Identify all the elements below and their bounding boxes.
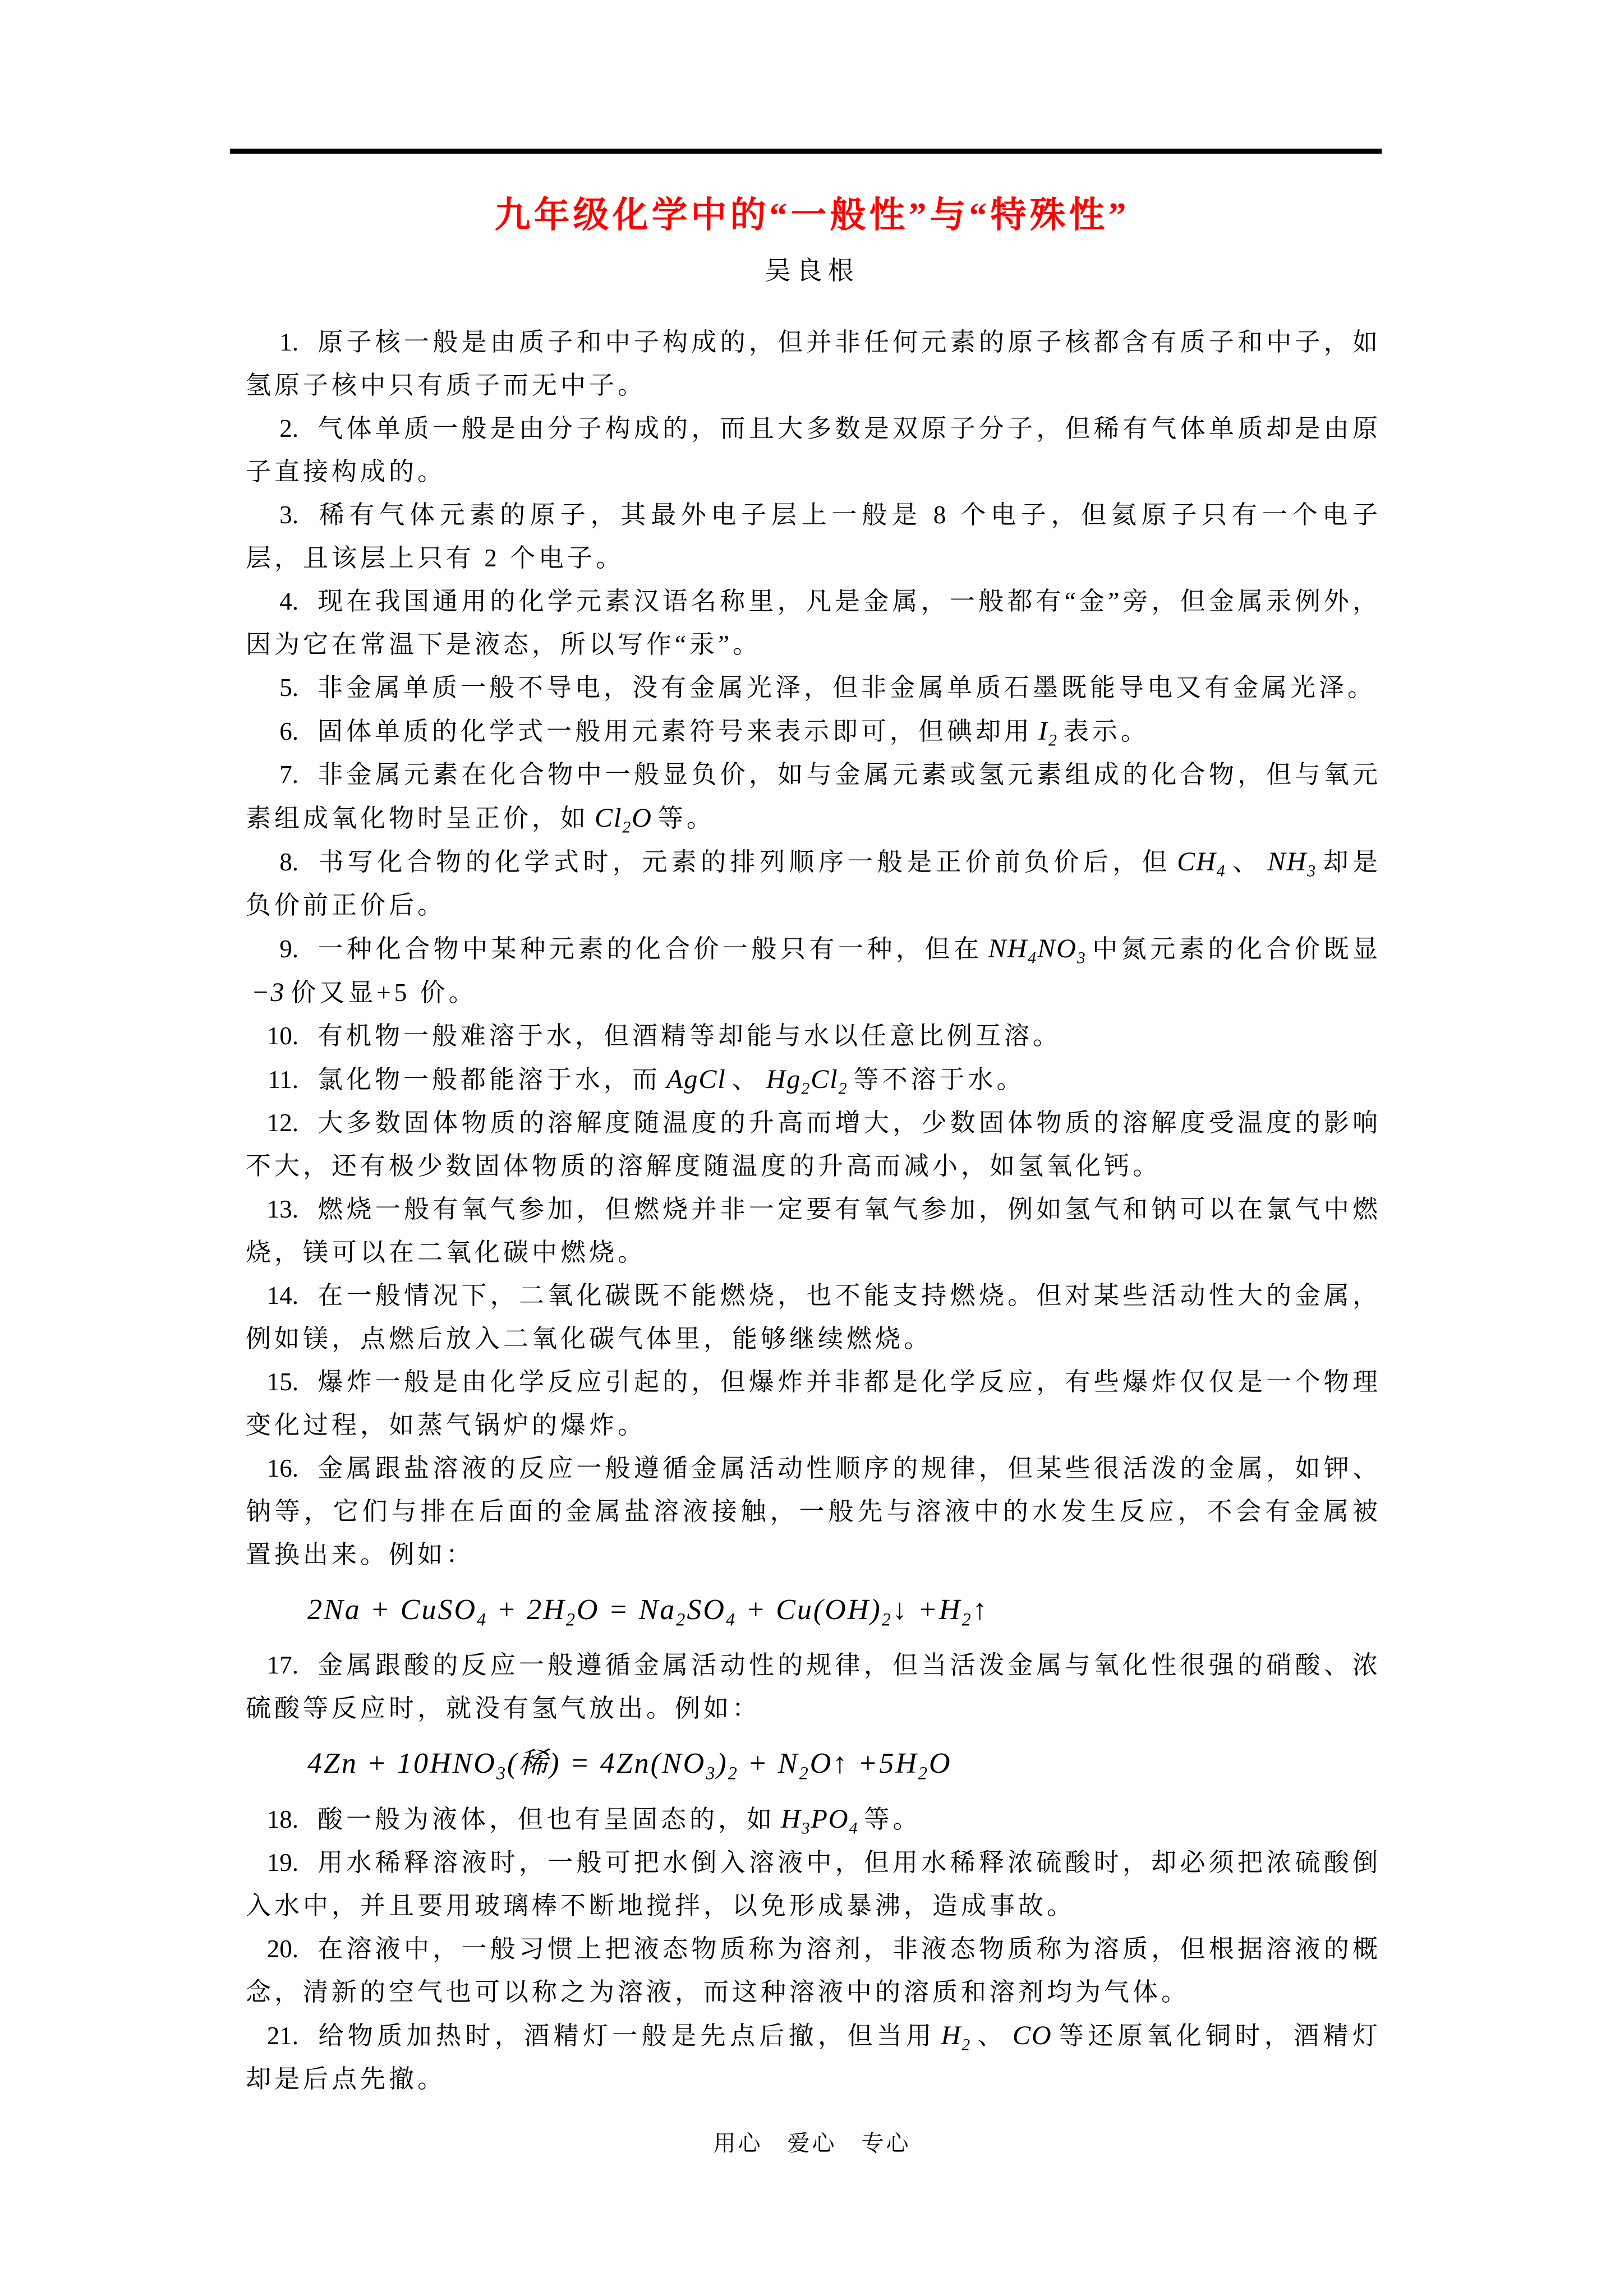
chemical-formula: $H_2$	[941, 2021, 972, 2054]
item-text: 表示。	[1063, 717, 1149, 745]
item-text: 等不溶于水。	[853, 1066, 1025, 1094]
item-number: 10.	[266, 1022, 298, 1050]
formula-subscript: 3	[801, 1819, 811, 1838]
item-text: 中氮元素的化合价既显	[1092, 935, 1381, 963]
item-text: 价又显+5 价。	[291, 979, 477, 1007]
item-text: 氯化物一般都能溶于水，而	[318, 1066, 661, 1094]
formula-subscript: 4	[849, 1819, 859, 1838]
item-text: 等。	[864, 1805, 922, 1833]
item-number: 7.	[279, 760, 298, 789]
formula-subscript: 3	[706, 1763, 717, 1783]
page-title: 九年级化学中的“一般性”与“特殊性”	[494, 195, 1130, 235]
formula-subscript: 2	[622, 818, 632, 837]
item-number: 3.	[279, 501, 298, 529]
list-item	[246, 1797, 1381, 1841]
item-text: 给物质加热时，酒精灯一般是先点后撤，但当用	[318, 2022, 936, 2050]
gas-up-arrow: ↑	[972, 1594, 989, 1626]
formula-subscript: 2	[799, 1763, 810, 1783]
chemical-formula: $Cl_2O$	[595, 803, 652, 837]
chemical-formula: $CH_4$	[1177, 847, 1226, 880]
header-rule	[230, 149, 1382, 154]
item-text: 在溶液中，一般习惯上把液态物质称为溶剂，非液态物质称为溶质，但根据溶液的概念，清新的空气也可以称之为溶液，而这种溶液中的溶质和溶剂均为气体。	[246, 1935, 1381, 2006]
list-item	[246, 1274, 1381, 1361]
page-footer: 用心 爱心 专心	[713, 2131, 911, 2156]
list-item	[246, 753, 1381, 840]
formula-subscript: 2	[565, 1609, 577, 1630]
item-text: 、	[1231, 848, 1262, 876]
gas-up-arrow: ↑	[832, 1748, 849, 1779]
list-item	[246, 840, 1381, 927]
item-number: 12.	[266, 1109, 298, 1137]
item-number: 13.	[266, 1195, 298, 1223]
list-item	[246, 927, 1381, 1015]
list-item	[246, 321, 1381, 407]
item-number: 19.	[266, 1848, 298, 1877]
item-text: 有机物一般难溶于水，但酒精等却能与水以任意比例互溶。	[318, 1022, 1062, 1050]
formula-subscript: 4	[1216, 861, 1226, 880]
item-text: 却是负价前正价后。	[246, 848, 1381, 919]
formula-subscript: 2	[1048, 731, 1058, 750]
list-item	[246, 407, 1381, 494]
item-text: 大多数固体物质的溶解度随温度的升高而增大，少数固体物质的溶解度受温度的影响不大，还有极少数固体物质的溶解度随温度的升高而减小，如氢氧化钙。	[246, 1109, 1381, 1180]
chemical-formula: $NH_4NO_3$	[988, 934, 1087, 967]
item-number: 6.	[279, 717, 298, 745]
list-item	[246, 2014, 1381, 2101]
item-text: 一种化合物中某种元素的化合价一般只有一种，但在	[318, 935, 983, 963]
formula-subscript: 2	[676, 1609, 687, 1630]
item-number: 15.	[266, 1368, 298, 1396]
formula-subscript: 3	[496, 1763, 507, 1783]
item-number: 5.	[279, 674, 298, 702]
chemical-formula: $Hg_2Cl_2$	[766, 1064, 848, 1098]
list-item	[246, 1101, 1381, 1188]
item-text: 原子核一般是由质子和中子构成的，但并非任何元素的原子核都含有质子和中子，如氢原子核中只有质子而无中子。	[246, 328, 1381, 399]
chemical-equation: $4Zn + 10HNO_3$(稀) = $4Zn(NO_3)_2$ + $N_2O↑ +5H_2O$	[307, 1748, 952, 1783]
item-text: 金属跟盐溶液的反应一般遵循金属活动性顺序的规律，但某些很活泼的金属，如钾、钠等，它们与排在后面的金属盐溶液接触，一般先与溶液中的水发生反应，不会有金属被置换出来。例如：	[246, 1454, 1381, 1569]
list-item	[246, 580, 1381, 666]
precipitate-down-arrow: ↓	[892, 1594, 909, 1626]
formula-subscript: 2	[961, 2035, 972, 2054]
item-number: 8.	[279, 848, 298, 876]
chemical-formula: $H_3PO_4$	[781, 1804, 859, 1838]
formula-subscript: 2	[961, 1609, 973, 1630]
item-number: 11.	[268, 1066, 298, 1094]
items-list	[246, 321, 1381, 2101]
formula-subscript: 2	[881, 1609, 892, 1630]
item-number: 18.	[266, 1805, 298, 1833]
list-item	[246, 1188, 1381, 1274]
formula-subscript: 4	[1028, 948, 1038, 967]
item-text: 用水稀释溶液时，一般可把水倒入溶液中，但用水稀释浓硫酸时，却必须把浓硫酸倒入水中，并且要用玻璃棒不断地搅拌，以免形成暴沸，造成事故。	[246, 1848, 1381, 1920]
chemical-formula: $I_2$	[1038, 716, 1058, 750]
item-text: 非金属单质一般不导电，没有金属光泽，但非金属单质石墨既能导电又有金属光泽。	[318, 674, 1377, 702]
item-text: 气体单质一般是由分子构成的，而且大多数是双原子分子，但稀有气体单质却是由原子直接构成的。	[246, 414, 1381, 486]
item-number: 20.	[266, 1935, 298, 1963]
list-item	[246, 1447, 1381, 1576]
item-number: 17.	[266, 1651, 298, 1679]
list-item	[246, 1015, 1381, 1058]
list-item	[246, 1644, 1381, 1730]
item-text: 固体单质的化学式一般用元素符号来表示即可，但碘却用	[318, 717, 1033, 745]
formula-subscript: 4	[725, 1609, 737, 1630]
author-name: 吴良根	[765, 256, 859, 285]
chemical-formula: AgCl	[666, 1064, 726, 1094]
item-text: 在一般情况下，二氧化碳既不能燃烧，也不能支持燃烧。但对某些活动性大的金属，例如镁，点燃后放入二氧化碳气体里，能够继续燃烧。	[246, 1281, 1381, 1353]
item-text: 、	[977, 2022, 1007, 2050]
item-text: 非金属元素在化合物中一般显负价，如与金属元素或氢元素组成的化合物，但与氧元素组成氧化物时呈正价，如	[246, 760, 1381, 832]
chemical-formula: $NH_3$	[1267, 847, 1317, 880]
list-item	[246, 709, 1381, 753]
item-number: 1.	[279, 328, 298, 356]
list-item	[246, 494, 1381, 580]
formula-subscript: 3	[1307, 861, 1317, 880]
item-text: 书写化合物的化学式时，元素的排列顺序一般是正价前负价后，但	[318, 848, 1172, 876]
list-item	[246, 1841, 1381, 1928]
chemical-equation: 2Na + CuSO$_4$ + $2H_2O = Na_2SO_4$ + $Cu(OH)_2↓$ $+H_2↑$	[307, 1594, 989, 1630]
item-text: 等。	[657, 804, 715, 832]
list-item	[246, 1928, 1381, 2014]
item-text: 等还原氧化铜时，酒精灯却是后点先撤。	[246, 2022, 1381, 2093]
chemical-formula: −3	[251, 978, 286, 1007]
item-text: 酸一般为液体，但也有呈固态的，如	[318, 1805, 776, 1833]
chemical-formula: CO	[1012, 2021, 1052, 2050]
item-number: 21.	[266, 2022, 298, 2050]
list-item	[246, 1361, 1381, 1447]
item-number: 2.	[279, 414, 298, 442]
item-text: 燃烧一般有氧气参加，但燃烧并非一定要有氧气参加，例如氢气和钠可以在氯气中燃烧，镁可以在二氧化碳中燃烧。	[246, 1195, 1381, 1266]
item-text: 金属跟酸的反应一般遵循金属活动性的规律，但当活泼金属与氧化性很强的硝酸、浓硫酸等反应时，就没有氢气放出。例如：	[246, 1651, 1381, 1722]
item-text: 稀有气体元素的原子，其最外电子层上一般是 8 个电子，但氦原子只有一个电子层，且该层上只有 2 个电子。	[246, 501, 1381, 572]
item-number: 14.	[266, 1281, 298, 1310]
formula-subscript: 4	[477, 1609, 488, 1630]
item-text: 、	[732, 1066, 761, 1094]
item-number: 9.	[279, 935, 298, 963]
item-text: 现在我国通用的化学元素汉语名称里，凡是金属，一般都有“金”旁，但金属汞例外，因为它在常温下是液态，所以写作“汞”。	[246, 587, 1381, 658]
item-text: 爆炸一般是由化学反应引起的，但爆炸并非都是化学反应，有些爆炸仅仅是一个物理变化过程，如蒸气锅炉的爆炸。	[246, 1368, 1381, 1439]
formula-subscript: 2	[801, 1079, 811, 1098]
formula-subscript: 2	[918, 1763, 930, 1783]
list-item	[246, 1058, 1381, 1101]
list-item	[246, 666, 1381, 709]
formula-subscript: 2	[838, 1079, 848, 1098]
formula-subscript: 2	[728, 1763, 739, 1783]
item-number: 16.	[266, 1454, 298, 1482]
formula-subscript: 3	[1076, 948, 1087, 967]
item-number: 4.	[279, 587, 298, 615]
